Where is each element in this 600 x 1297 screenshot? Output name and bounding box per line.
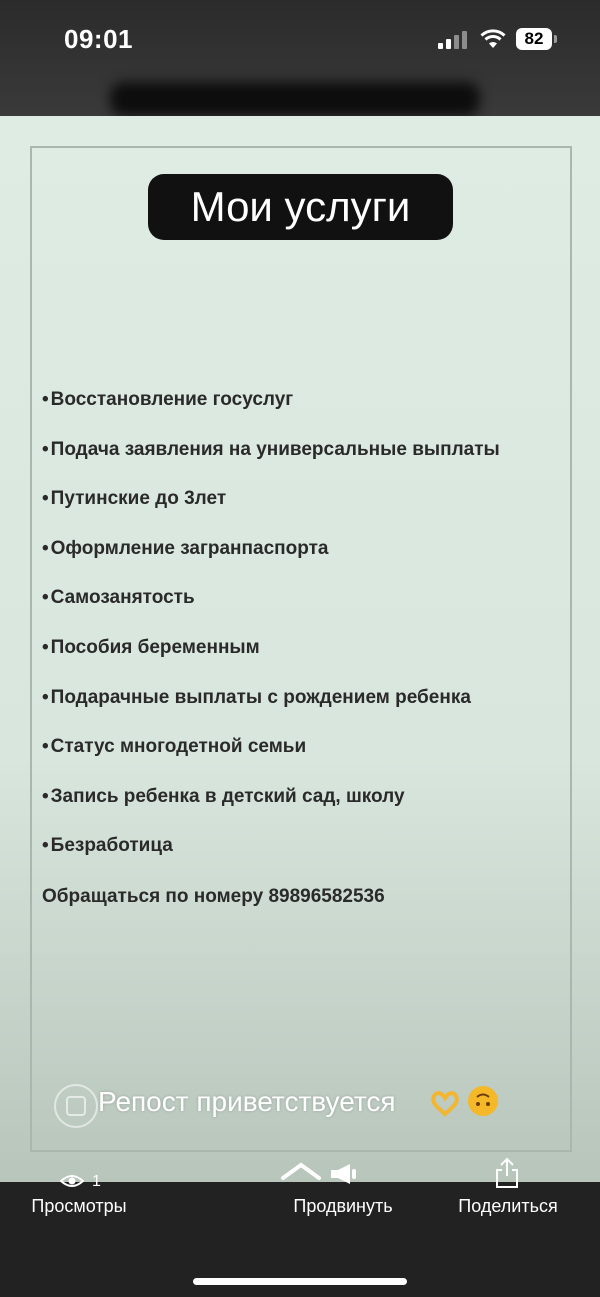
views-button[interactable]: Просмотры <box>31 1196 127 1216</box>
service-item: • Самозанятость <box>42 587 195 609</box>
instagram-icon <box>54 1084 98 1128</box>
services-list <box>42 388 500 884</box>
service-item: • Безработица <box>42 835 173 857</box>
battery-icon: 82 <box>516 28 552 50</box>
views-count: 1 <box>92 1173 101 1190</box>
wifi-icon <box>480 28 506 50</box>
signal-icon <box>438 31 468 49</box>
share-icon <box>494 1157 520 1189</box>
battery-tip <box>554 35 557 43</box>
megaphone-icon <box>328 1162 358 1186</box>
service-item: • Подарачные выплаты с рождением ребенка <box>42 686 471 708</box>
share-button[interactable]: Поделиться <box>458 1196 558 1216</box>
promote-button[interactable]: Продвинуть <box>293 1196 393 1216</box>
heart-hands-emoji-icon <box>428 1088 462 1118</box>
home-indicator <box>193 1278 407 1285</box>
service-item: • Оформление загранпаспорта <box>42 537 329 559</box>
eye-icon <box>60 1173 84 1189</box>
repost-caption: Репост приветствуется <box>98 1086 396 1117</box>
service-item: • Восстановление госуслуг <box>42 389 294 410</box>
status-time: 09:01 <box>64 24 133 54</box>
contact-phone: Обращаться по номеру 89896582536 <box>42 886 385 907</box>
blurred-header <box>110 82 480 116</box>
service-item: • Пособия беременным <box>42 636 260 658</box>
service-item: • Путинские до 3лет <box>42 488 227 510</box>
story-card[interactable] <box>0 116 600 1182</box>
status-bar <box>0 0 600 116</box>
story-title: Мои услуги <box>148 174 453 240</box>
upside-down-face-emoji-icon <box>468 1086 498 1116</box>
service-item: • Статус многодетной семьи <box>42 736 307 758</box>
service-item: • Подача заявления на универсальные выплаты <box>42 438 500 460</box>
chevron-up-icon[interactable] <box>280 1160 322 1182</box>
service-item: • Запись ребенка в детский сад, школу <box>42 785 405 807</box>
